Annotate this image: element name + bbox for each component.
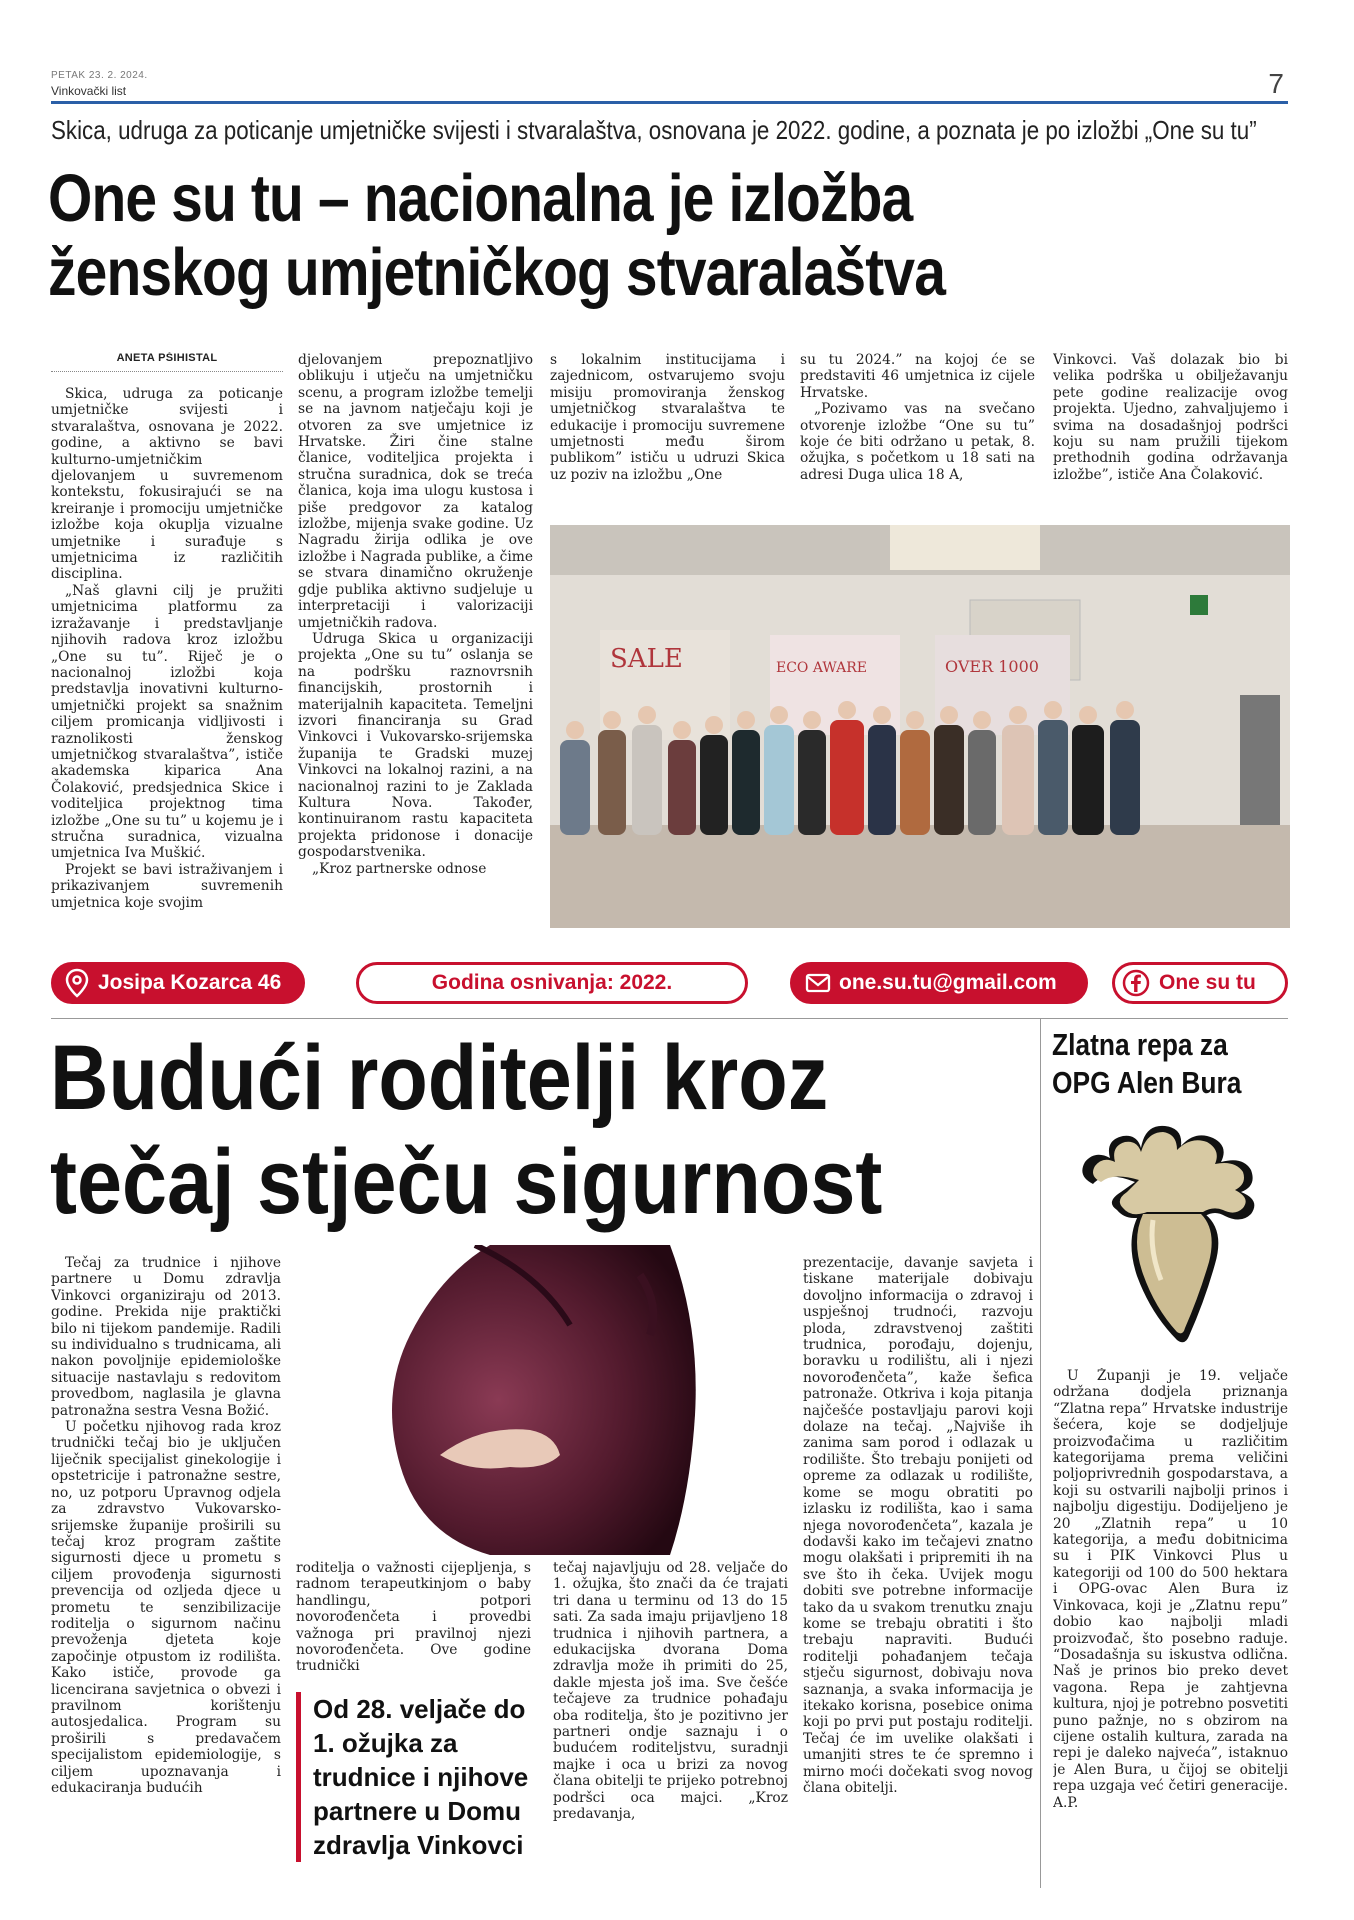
- paragraph: prezentacije, davanje savjeta i tiskane materijale dobivaju dovoljno informacija o zdravoj i uspješnoj trudnoći, razvoju ploda, zdravstvenoj zaštiti trudnica, porođaju, dojenju, boravku u rodilištu, ali i njezi novorođenčeta”, kaže šefica patronaže. Otkriva i koja pitanja najčešće postavljaju parovi koji dolaze na tečaj. „Najviše ih zanima sam porod i odlazak u rodilište. Što trebaju ponijeti od opreme za odlazak u rodilište, kome se mogu obratiti po izlasku iz rodilišta, kao i sama njega novorođenčeta”, kazala je dodavši kako im tečajevi znatno mogu olakšati i pripremiti ih na sve što ih čeka. Uvijek mogu dobiti sve potrebne informacije tako da u svakom trenutku znaju kome se trebaju obratiti i što trebaju napraviti. Budući roditelji pohađanjem tečaja stječu sigurnost, dobivaju nova saznanja, a svaka informacija je itekako korisna, posebice onima koji po prvi put postaju roditelji. Tečaj će im uvelike olakšati i umanjiti stres te će spremno i mirno moći dočekati svog novog člana obitelji.: [803, 1255, 1033, 1796]
- location-pin-icon: [64, 968, 90, 998]
- column-divider: [1040, 1018, 1041, 1888]
- paragraph: roditelja o važnosti cijepljenja, s radnom terapeutkinjom o baby handlingu, potpori novorođenčeta i provedbi važnoga pri pravilnoj njezi novorođenčeta. Ove godine trudnički: [296, 1560, 531, 1675]
- exhibition-photo: [550, 525, 1290, 928]
- pregnancy-photo-illustration: [340, 1245, 805, 1555]
- paragraph: „Pozivamo vas na svečano otvorenje izložbe “One su tu” koje će biti održano u petak, 8. ožujka, s početkom u 18 sati na adresi Duga ulica 18 A,: [800, 401, 1035, 483]
- facebook-icon: [1121, 968, 1151, 998]
- header-rule: [51, 101, 1288, 104]
- article3-headline: [1052, 1026, 1241, 1102]
- article3-headline-line1: Zlatna repa za: [1052, 1027, 1228, 1062]
- article2-column-2: [296, 1560, 531, 1680]
- paragraph: djelovanjem prepoznatljivo oblikuju i utječu na umjetničku scenu, a program izložbe temelji se na javnom natječaju koji je otvoren za sve umjetnice iz Hrvatske. Žiri čine stalne članice, voditeljica projekta i stručna suradnica, dok se treća članica, koja ima ulogu kustosa i piše predgovor za katalog izložbe, mijenja svake godine. Uz Nagradu žirija odlika je ove izložbe i Nagrada publike, a čime se stvara dinamično okruženje gdje publika aktivno sudjeluje u interpretaciji i valorizaciji umjetničkih radova.: [298, 352, 533, 631]
- facebook-text: One su tu: [1159, 971, 1256, 994]
- paragraph: su tu 2024.” na kojoj će se predstaviti 46 umjetnica iz cijele Hrvatske.: [800, 352, 1035, 401]
- paragraph: Projekt se bavi istraživanjem i prikazivanjem suvremenih umjetnica koje svojim: [51, 861, 283, 911]
- banner-over: OVER 1000: [945, 657, 1039, 676]
- address-text: Josipa Kozarca 46: [98, 971, 282, 994]
- facebook-pill[interactable]: [1112, 962, 1288, 1004]
- pregnancy-photo: [340, 1245, 805, 1555]
- paragraph: Vinkovci. Vaš dolazak bio bi velika podrška u obilježavanju pete godine realizacije ovog projekta. Ujedno, zahvaljujemo i svima na dosadašnjoj podršci koju su nam pružili tijekom prethodnih godina održavanja izložbe”, ističe Ana Čolaković.: [1053, 352, 1288, 483]
- article2-headline: [50, 1026, 882, 1234]
- paragraph: tečaj najavljuju od 28. veljače do 1. ožujka, što znači da će trajati tri dana u terminu od 13 do 15 sati. Za sada imaju prijavljeno 18 trudnica i njihovih partnera, a edukacijska dvorana Doma zdravlja može ih primiti do 25, dakle mjesta još ima. Sve češće tečajeve za trudnice pohađaju oba roditelja, što je pozitivno jer partneri ondje saznaju i o budućem roditeljstvu, suradnji majke i oca u brizi za novog člana obitelji te prijeko potrebnoj podršci oca majci. „Kroz predavanja,: [553, 1560, 788, 1823]
- article3-column: [1053, 1368, 1288, 1888]
- article2-headline-line2: tečaj stječu sigurnost: [50, 1131, 883, 1233]
- article3-headline-line2: OPG Alen Bura: [1052, 1065, 1242, 1100]
- article1-headline-line1: One su tu – nacionalna je izložba: [48, 161, 913, 236]
- byline: ANETA PŠIHISTAL: [51, 352, 283, 372]
- email-pill[interactable]: [790, 962, 1088, 1004]
- founded-pill: [356, 962, 748, 1004]
- paragraph: „Kroz partnerske odnose: [312, 860, 487, 877]
- paragraph: U početku njihovog rada kroz trudnički tečaj bio je uključen liječnik specijalist ginekologije i opstetricije i patronažne sestre, no, uz potporu Upravnog odjela za zdravstvo Vukovarsko-srijemske županije proširili su tečaj kroz program zaštite sigurnosti djece u prometu s ciljem provođenja sigurnosti prevencija od ozljeda djece u prometu te senzibilizacije roditelja o sigurnom načinu prevoženja djeteta koje započinje otpustom iz rodilišta. Kako ističe, provode ga licencirana savjetnica o obvezi i pravilnom korištenju autosjedalica. Program su proširili s predavačem specijalistom epidemiologije, s ciljem upoznavanja i edukaciranja budućih: [51, 1419, 281, 1796]
- article1-headline-line2: ženskog umjetničkog stvaralaštva: [48, 235, 946, 310]
- exhibition-photo-illustration: [550, 525, 1290, 928]
- page-number: 7: [1268, 68, 1284, 99]
- paragraph: „Naš glavni cilj je pružiti umjetnicima platformu za izražavanje i predstavljanje njihovih radova kroz izložbu „One su tu”. Riječ je o nacionalnoj izložbi koja predstavlja inovativni kulturno-umjetnički projekt sa snažnim ciljem promicanja vidljivosti i raznolikosti ženskog umjetničkog stvaralaštva”, ističe akademska kiparica Ana Čolaković, predsjednica Skice i voditeljica projektnog tima izložbe „One su tu” u kojemu je i stručna suradnica, vizualna umjetnica Iva Muškić.: [51, 582, 283, 862]
- paragraph: Udruga Skica u organizaciji projekta „One su tu” oslanja se na podršku raznovrsnih financijskih, prostornih i materijalnih kapaciteta. Temeljni izvori financiranja su Grad Vinkovci i Vukovarsko-srijemska županija te Gradski muzej Vinkovci na lokalnoj razini, a na nacionalnoj razini to je Zaklada Kultura Nova. Također, kontinuiranom rastu kapaciteta projekta pridonose i donacije gospodarstvenika.: [298, 630, 533, 861]
- article1-kicker: Skica, udruga za poticanje umjetničke svijesti i stvaralaštva, osnovana je 2022. godine, a poznata je po izložbi „One su tu”: [51, 115, 1257, 145]
- paragraph: s lokalnim institucijama i zajednicom, ostvarujemo svoju misiju promoviranja ženskog umjetničkog stvaralaštva te edukacije i promociju suvremene umjetnosti među širom publikom” ističu u udruzi Skica uz poziv na izložbu „One: [550, 352, 785, 483]
- paragraph: Skica, udruga za poticanje umjetničke svijesti i stvaralaštva, osnovana je 2022. godine, a aktivno se bavi kulturno-umjetničkim djelovanjem u suvremenom kontekstu, fokusirajući se na kreiranje i promociju umjetničke izložbe koja okuplja vizualne umjetnike i surađuje s umjetnicima iz različitih disciplina.: [51, 386, 283, 583]
- article2-column-1: [51, 1255, 281, 1890]
- paragraph: Tečaj za trudnice i njihove partnere u Domu zdravlja Vinkovci organiziraju od 2013. godine. Prekida nije praktički bilo ni tijekom pandemije. Radili su individualno s trudnicama, ali nakon povoljnije epidemiološke situacije nastavlaju s redovitom provedbom, naglasila je glavna patronažna sestra Vesna Božić.: [51, 1255, 281, 1419]
- paragraph: U Županji je 19. veljače održana dodjela priznanja “Zlatna repa” Hrvatske industrije šećera, koje se dodjeljuje proizvođačima u različitim kategorijama prema veličini poljoprivrednih gospodarstava, a koji su ostvarili najbolji prinos i najbolju digestiju. Dodijeljeno je 20 „Zlatnih repa” u 10 kategorija, a među dobitnicima su i PIK Vinkovci Plus u kategoriji od 100 do 500 hektara i OPG-ovac Alen Bura iz Vinkovaca, koji je „Zlatnu repu” dobio kao najbolji mladi proizvođač, što posebno raduje. “Dosadašnja su iskustva odlična. Naš je prinos bio preko devet vagona. Repa je zahtjevna kultura, njoj je potrebno posvetiti puno pažnje, no s obzirom na cijene ostalih kultura, zarada na repi je daleko najveća”, istaknuo je Alen Bura, u čijoj se obitelji repa uzgaja već četiri generacije. A.P.: [1053, 1368, 1288, 1811]
- article1-column-3: [550, 352, 785, 517]
- article2-headline-line1: Budući roditelji kroz: [50, 1027, 829, 1129]
- newspaper-name: Vinkovački list: [51, 84, 127, 98]
- article1-column-2: [298, 352, 533, 942]
- email-text: one.su.tu@gmail.com: [839, 971, 1057, 994]
- section-divider: [51, 1018, 1288, 1019]
- article2-column-4: [803, 1255, 1033, 1890]
- banner-eco: ECO AWARE: [776, 660, 867, 676]
- founded-text: Godina osnivanja: 2022.: [431, 971, 673, 994]
- golden-beet-trophy-icon: [1065, 1110, 1283, 1346]
- email-icon: [805, 973, 831, 993]
- address-pill: [51, 962, 305, 1004]
- pull-quote: Od 28. veljače do 1. ožujka za trudnice i njihove partnere u Domu zdravlja Vinkovci: [296, 1692, 546, 1862]
- article1-headline: [48, 162, 945, 310]
- article1-column-5: [1053, 352, 1288, 517]
- issue-date: PETAK 23. 2. 2024.: [51, 70, 148, 81]
- article1-column-1: [51, 352, 283, 942]
- banner-sale: SALE: [610, 644, 683, 674]
- article1-column-4: [800, 352, 1035, 517]
- article2-column-3: [553, 1560, 788, 1890]
